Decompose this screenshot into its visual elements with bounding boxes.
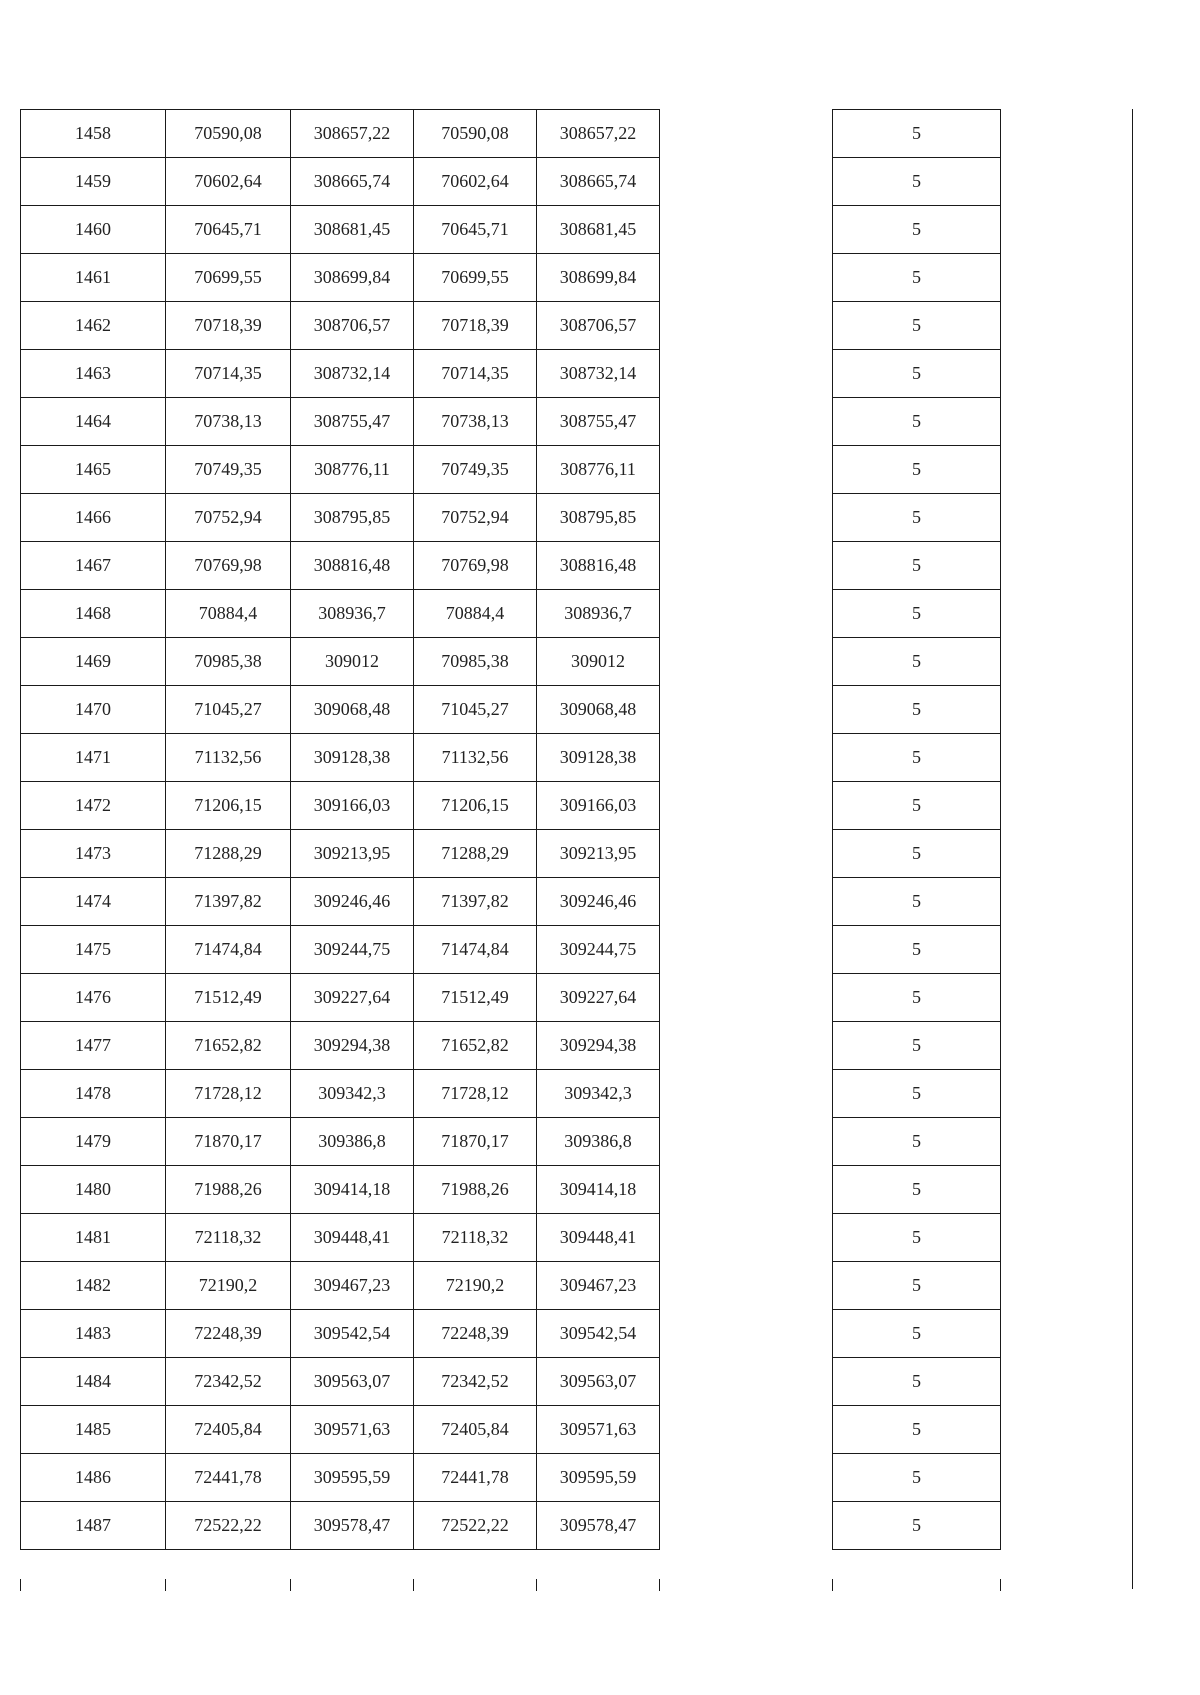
coordinate-cell: 70645,71: [414, 206, 537, 254]
point-number-cell: 1484: [21, 1358, 166, 1406]
accuracy-cell: 5: [833, 590, 1001, 638]
coordinate-cell: 71474,84: [414, 926, 537, 974]
coordinate-cell: 309595,59: [291, 1454, 414, 1502]
coordinate-cell: 70769,98: [414, 542, 537, 590]
coordinate-cell: 309414,18: [537, 1166, 660, 1214]
coordinate-cell: 309467,23: [291, 1262, 414, 1310]
coordinate-cell: 71288,29: [166, 830, 291, 878]
coordinate-cell: 70699,55: [166, 254, 291, 302]
coordinate-cell: 70884,4: [414, 590, 537, 638]
coordinate-cell: 309563,07: [537, 1358, 660, 1406]
coordinate-cell: 72190,2: [414, 1262, 537, 1310]
point-number-cell: 1458: [21, 110, 166, 158]
coordinate-cell: 72405,84: [166, 1406, 291, 1454]
accuracy-cell: 5: [833, 542, 1001, 590]
coordinate-cell: 70718,39: [166, 302, 291, 350]
point-number-cell: 1471: [21, 734, 166, 782]
table-row: [833, 110, 1001, 158]
accuracy-cell: 5: [833, 1454, 1001, 1502]
coordinate-cell: 308755,47: [537, 398, 660, 446]
coordinate-cell: 308665,74: [537, 158, 660, 206]
accuracy-table: [832, 109, 1001, 1550]
table-row: [21, 782, 660, 830]
coordinate-cell: 309128,38: [537, 734, 660, 782]
coordinate-cell: 308657,22: [291, 110, 414, 158]
table-row: [21, 974, 660, 1022]
coordinate-cell: 309227,64: [537, 974, 660, 1022]
coordinate-cell: 70590,08: [166, 110, 291, 158]
coordinate-cell: 72248,39: [166, 1310, 291, 1358]
coordinate-cell: 309386,8: [537, 1118, 660, 1166]
coordinate-cell: 309012: [291, 638, 414, 686]
table-row: [833, 590, 1001, 638]
coordinate-cell: 308732,14: [537, 350, 660, 398]
coordinate-cell: 309386,8: [291, 1118, 414, 1166]
table-border-tail: [536, 1579, 537, 1591]
coordinate-cell: 72118,32: [166, 1214, 291, 1262]
table-row: [833, 1166, 1001, 1214]
coordinate-cell: 71512,49: [414, 974, 537, 1022]
coordinate-cell: 71652,82: [166, 1022, 291, 1070]
coordinate-cell: 70699,55: [414, 254, 537, 302]
coordinate-cell: 308936,7: [537, 590, 660, 638]
table-row: [833, 350, 1001, 398]
table-row: [21, 638, 660, 686]
coordinate-cell: 71288,29: [414, 830, 537, 878]
coordinate-cell: 309166,03: [537, 782, 660, 830]
table-row: [21, 1406, 660, 1454]
table-row: [833, 446, 1001, 494]
accuracy-cell: 5: [833, 734, 1001, 782]
table-row: [833, 1406, 1001, 1454]
accuracy-cell: 5: [833, 350, 1001, 398]
table-row: [21, 110, 660, 158]
coordinate-cell: 309595,59: [537, 1454, 660, 1502]
accuracy-cell: 5: [833, 254, 1001, 302]
accuracy-cell: 5: [833, 1214, 1001, 1262]
table-row: [21, 830, 660, 878]
point-number-cell: 1470: [21, 686, 166, 734]
point-number-cell: 1475: [21, 926, 166, 974]
point-number-cell: 1482: [21, 1262, 166, 1310]
table-row: [21, 1214, 660, 1262]
coordinate-cell: 71474,84: [166, 926, 291, 974]
accuracy-cell: 5: [833, 1262, 1001, 1310]
point-number-cell: 1462: [21, 302, 166, 350]
point-number-cell: 1486: [21, 1454, 166, 1502]
accuracy-cell: 5: [833, 1406, 1001, 1454]
coordinates-table: [20, 109, 660, 1550]
coordinate-cell: 309294,38: [537, 1022, 660, 1070]
coordinate-cell: 70738,13: [166, 398, 291, 446]
coordinate-cell: 70749,35: [414, 446, 537, 494]
table-row: [21, 446, 660, 494]
coordinate-cell: 72522,22: [414, 1502, 537, 1550]
coordinate-cell: 71728,12: [414, 1070, 537, 1118]
coordinate-cell: 308699,84: [291, 254, 414, 302]
coordinate-cell: 71397,82: [414, 878, 537, 926]
coordinate-cell: 309012: [537, 638, 660, 686]
point-number-cell: 1485: [21, 1406, 166, 1454]
coordinate-cell: 308665,74: [291, 158, 414, 206]
table-row: [833, 1502, 1001, 1550]
coordinate-cell: 70714,35: [414, 350, 537, 398]
point-number-cell: 1463: [21, 350, 166, 398]
coordinate-cell: 308776,11: [291, 446, 414, 494]
table-row: [21, 1502, 660, 1550]
coordinate-cell: 309578,47: [537, 1502, 660, 1550]
accuracy-cell: 5: [833, 1358, 1001, 1406]
coordinate-cell: 308681,45: [291, 206, 414, 254]
coordinate-cell: 72190,2: [166, 1262, 291, 1310]
table-row: [21, 926, 660, 974]
table-border-tail: [659, 1579, 660, 1591]
table-border-tail: [20, 1579, 21, 1591]
table-row: [833, 782, 1001, 830]
coordinate-cell: 70749,35: [166, 446, 291, 494]
coordinate-cell: 308755,47: [291, 398, 414, 446]
table-row: [833, 302, 1001, 350]
coordinate-cell: 70602,64: [166, 158, 291, 206]
coordinate-cell: 308776,11: [537, 446, 660, 494]
table-row: [21, 686, 660, 734]
accuracy-cell: 5: [833, 1166, 1001, 1214]
point-number-cell: 1483: [21, 1310, 166, 1358]
coordinate-cell: 309244,75: [537, 926, 660, 974]
coordinate-cell: 309342,3: [537, 1070, 660, 1118]
coordinate-cell: 309448,41: [537, 1214, 660, 1262]
coordinate-cell: 72118,32: [414, 1214, 537, 1262]
table-row: [21, 302, 660, 350]
table-row: [21, 1166, 660, 1214]
coordinate-cell: 70645,71: [166, 206, 291, 254]
table-row: [21, 1022, 660, 1070]
coordinate-cell: 308795,85: [537, 494, 660, 542]
coordinate-cell: 71397,82: [166, 878, 291, 926]
table-row: [21, 1310, 660, 1358]
coordinate-cell: 70769,98: [166, 542, 291, 590]
table-row: [21, 1118, 660, 1166]
table-row: [833, 254, 1001, 302]
coordinate-cell: 71132,56: [166, 734, 291, 782]
point-number-cell: 1469: [21, 638, 166, 686]
point-number-cell: 1477: [21, 1022, 166, 1070]
table-row: [833, 158, 1001, 206]
table-row: [21, 350, 660, 398]
coordinate-cell: 70714,35: [166, 350, 291, 398]
point-number-cell: 1478: [21, 1070, 166, 1118]
accuracy-cell: 5: [833, 398, 1001, 446]
coordinate-cell: 309213,95: [537, 830, 660, 878]
coordinate-cell: 309448,41: [291, 1214, 414, 1262]
coordinate-cell: 308706,57: [537, 302, 660, 350]
table-border-tail: [413, 1579, 414, 1591]
accuracy-cell: 5: [833, 686, 1001, 734]
point-number-cell: 1476: [21, 974, 166, 1022]
coordinate-cell: 72441,78: [166, 1454, 291, 1502]
coordinate-cell: 70602,64: [414, 158, 537, 206]
coordinate-cell: 308795,85: [291, 494, 414, 542]
coordinate-cell: 309467,23: [537, 1262, 660, 1310]
table-row: [833, 686, 1001, 734]
coordinate-cell: 72342,52: [414, 1358, 537, 1406]
table-row: [833, 734, 1001, 782]
coordinate-cell: 309578,47: [291, 1502, 414, 1550]
coordinate-cell: 72405,84: [414, 1406, 537, 1454]
point-number-cell: 1468: [21, 590, 166, 638]
coordinate-cell: 71045,27: [414, 686, 537, 734]
coordinate-cell: 309571,63: [291, 1406, 414, 1454]
coordinate-cell: 71870,17: [166, 1118, 291, 1166]
accuracy-table-body: [833, 110, 1001, 1550]
right-margin-line: [1132, 109, 1133, 1589]
coordinate-cell: 70752,94: [414, 494, 537, 542]
coordinate-cell: 71988,26: [166, 1166, 291, 1214]
table-row: [833, 974, 1001, 1022]
coordinate-cell: 71206,15: [414, 782, 537, 830]
table-row: [21, 1262, 660, 1310]
table-row: [21, 542, 660, 590]
coordinate-cell: 70884,4: [166, 590, 291, 638]
point-number-cell: 1464: [21, 398, 166, 446]
table-row: [833, 494, 1001, 542]
coordinate-cell: 309128,38: [291, 734, 414, 782]
table-row: [21, 158, 660, 206]
coordinate-cell: 72441,78: [414, 1454, 537, 1502]
accuracy-cell: 5: [833, 302, 1001, 350]
coordinate-cell: 309294,38: [291, 1022, 414, 1070]
table-row: [21, 590, 660, 638]
accuracy-cell: 5: [833, 1070, 1001, 1118]
coordinate-cell: 71206,15: [166, 782, 291, 830]
table-row: [21, 494, 660, 542]
coordinate-cell: 72522,22: [166, 1502, 291, 1550]
coordinate-cell: 70718,39: [414, 302, 537, 350]
point-number-cell: 1461: [21, 254, 166, 302]
accuracy-cell: 5: [833, 782, 1001, 830]
coordinate-cell: 309246,46: [291, 878, 414, 926]
coordinate-cell: 308706,57: [291, 302, 414, 350]
point-number-cell: 1459: [21, 158, 166, 206]
table-row: [21, 1358, 660, 1406]
accuracy-cell: 5: [833, 494, 1001, 542]
table-row: [833, 1022, 1001, 1070]
coordinate-cell: 71652,82: [414, 1022, 537, 1070]
table-row: [833, 830, 1001, 878]
accuracy-cell: 5: [833, 1022, 1001, 1070]
coordinate-cell: 71512,49: [166, 974, 291, 1022]
coordinates-table-body: [21, 110, 660, 1550]
table-row: [833, 926, 1001, 974]
table-row: [833, 1070, 1001, 1118]
coordinate-cell: 309213,95: [291, 830, 414, 878]
point-number-cell: 1460: [21, 206, 166, 254]
table-row: [833, 1454, 1001, 1502]
accuracy-cell: 5: [833, 878, 1001, 926]
accuracy-cell: 5: [833, 206, 1001, 254]
coordinate-cell: 308936,7: [291, 590, 414, 638]
coordinate-cell: 70738,13: [414, 398, 537, 446]
table-row: [833, 398, 1001, 446]
table-row: [833, 542, 1001, 590]
table-row: [21, 878, 660, 926]
point-number-cell: 1480: [21, 1166, 166, 1214]
coordinate-cell: 71132,56: [414, 734, 537, 782]
coordinate-cell: 308657,22: [537, 110, 660, 158]
coordinate-cell: 308816,48: [291, 542, 414, 590]
point-number-cell: 1473: [21, 830, 166, 878]
coordinate-cell: 309542,54: [291, 1310, 414, 1358]
table-row: [833, 206, 1001, 254]
accuracy-cell: 5: [833, 446, 1001, 494]
point-number-cell: 1466: [21, 494, 166, 542]
table-border-tail: [1000, 1579, 1001, 1591]
point-number-cell: 1487: [21, 1502, 166, 1550]
point-number-cell: 1479: [21, 1118, 166, 1166]
coordinate-cell: 309414,18: [291, 1166, 414, 1214]
table-border-tail: [165, 1579, 166, 1591]
coordinate-cell: 308732,14: [291, 350, 414, 398]
coordinate-cell: 309244,75: [291, 926, 414, 974]
coordinate-cell: 309342,3: [291, 1070, 414, 1118]
table-border-tail: [832, 1579, 833, 1591]
accuracy-cell: 5: [833, 1502, 1001, 1550]
coordinate-cell: 309563,07: [291, 1358, 414, 1406]
coordinate-cell: 308681,45: [537, 206, 660, 254]
accuracy-cell: 5: [833, 974, 1001, 1022]
accuracy-cell: 5: [833, 1118, 1001, 1166]
point-number-cell: 1467: [21, 542, 166, 590]
coordinate-cell: 72248,39: [414, 1310, 537, 1358]
coordinate-cell: 309166,03: [291, 782, 414, 830]
coordinate-cell: 70985,38: [414, 638, 537, 686]
coordinate-cell: 308816,48: [537, 542, 660, 590]
coordinate-cell: 72342,52: [166, 1358, 291, 1406]
table-row: [21, 254, 660, 302]
table-border-tail: [290, 1579, 291, 1591]
point-number-cell: 1465: [21, 446, 166, 494]
table-row: [833, 1310, 1001, 1358]
table-row: [833, 638, 1001, 686]
coordinate-cell: 309571,63: [537, 1406, 660, 1454]
accuracy-cell: 5: [833, 110, 1001, 158]
coordinate-cell: 70590,08: [414, 110, 537, 158]
table-row: [833, 1358, 1001, 1406]
accuracy-cell: 5: [833, 926, 1001, 974]
coordinate-cell: 309068,48: [537, 686, 660, 734]
coordinate-cell: 71728,12: [166, 1070, 291, 1118]
accuracy-cell: 5: [833, 830, 1001, 878]
coordinate-cell: 309068,48: [291, 686, 414, 734]
table-row: [21, 206, 660, 254]
accuracy-cell: 5: [833, 158, 1001, 206]
coordinate-cell: 308699,84: [537, 254, 660, 302]
point-number-cell: 1474: [21, 878, 166, 926]
table-row: [833, 1214, 1001, 1262]
table-row: [21, 734, 660, 782]
coordinate-cell: 70985,38: [166, 638, 291, 686]
point-number-cell: 1481: [21, 1214, 166, 1262]
coordinate-cell: 309542,54: [537, 1310, 660, 1358]
accuracy-cell: 5: [833, 638, 1001, 686]
coordinate-cell: 71870,17: [414, 1118, 537, 1166]
accuracy-cell: 5: [833, 1310, 1001, 1358]
coordinate-cell: 309227,64: [291, 974, 414, 1022]
coordinate-cell: 71988,26: [414, 1166, 537, 1214]
coordinate-cell: 70752,94: [166, 494, 291, 542]
table-row: [833, 1262, 1001, 1310]
table-row: [833, 878, 1001, 926]
table-row: [833, 1118, 1001, 1166]
coordinate-cell: 309246,46: [537, 878, 660, 926]
point-number-cell: 1472: [21, 782, 166, 830]
table-row: [21, 398, 660, 446]
table-row: [21, 1454, 660, 1502]
coordinate-cell: 71045,27: [166, 686, 291, 734]
table-row: [21, 1070, 660, 1118]
